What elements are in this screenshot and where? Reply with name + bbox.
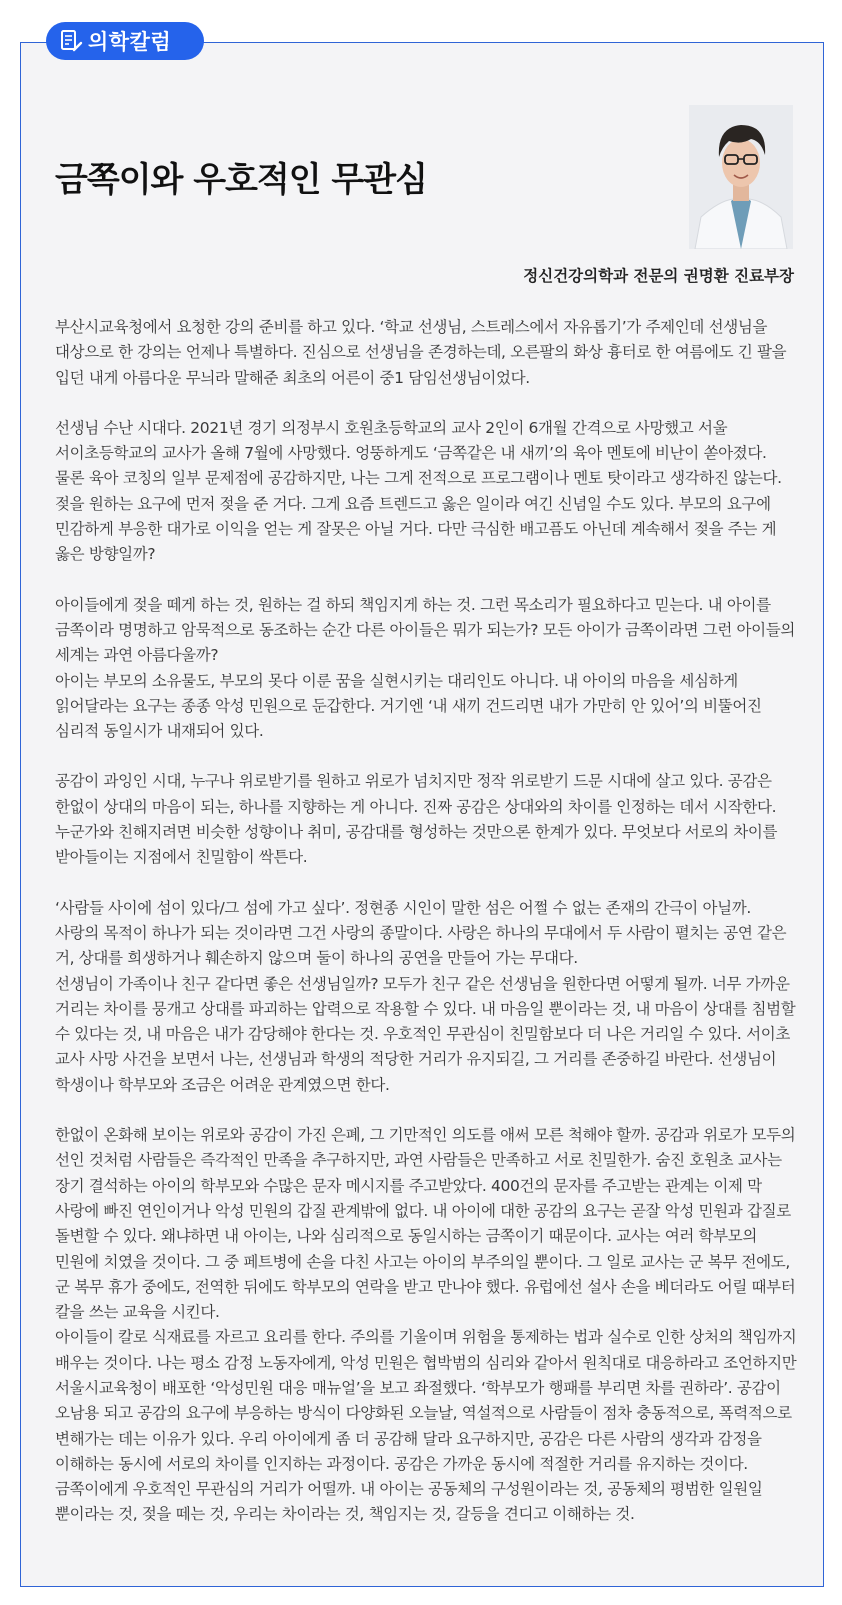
- author-byline: 정신건강의학과 전문의 권명환 진료부장: [523, 267, 794, 285]
- paragraph: 선생님 수난 시대다. 2021년 경기 의정부시 호원초등학교의 교사 2인이 6개월 간격으로 사망했고 서울 서이초등학교의 교사가 올해 7월에 사망했다. 엉뚱하게도 ‘금쪽같은 내 새끼’의 육아 멘토에 비난이 쏟아졌다. 물론 육아 코칭의 일부 문제점에 공감하지만, 나는 그게 전적으로 프로그램이나 멘토 탓이라고 생각하진 않는다. 젖을 원하는 요구에 먼저 젖을 준 거다. 그게 요즘 트렌드고 옳은 일이라 여긴 신념일 수도 있다. 부모의 요구에 민감하게 부응한 대가로 이익을 얻는 게 잘못은 아닐 거다. 다만 극심한 배고픔도 아닌데 계속해서 젖을 주는 게 옳은 방향일까?: [55, 418, 782, 564]
- article-body: [55, 315, 797, 1528]
- paragraph: 아이는 부모의 소유물도, 부모의 못다 이룬 꿈을 실현시키는 대리인도 아니다. 내 아이의 마음을 세심하게 읽어달라는 요구는 종종 악성 민원으로 둔갑한다. 거기엔 ‘내 새끼 건드리면 내가 가만히 안 있어’의 비뚤어진 심리적 동일시가 내재되어 있다.: [55, 671, 762, 741]
- category-tag: [46, 22, 204, 60]
- paragraph: 아이들에게 젖을 떼게 하는 것, 원하는 걸 하되 책임지게 하는 것. 그런 목소리가 필요하다고 믿는다. 내 아이를 금쪽이라 명명하고 암묵적으로 동조하는 순간 다른 아이들은 뭐가 되는가? 모든 아이가 금쪽이라면 그런 아이들의 세계는 과연 아름다울까?: [55, 595, 796, 665]
- page-title: 금쪽이와 우호적인 무관심: [55, 160, 427, 200]
- document-pen-icon: [58, 28, 84, 54]
- category-label: 의학칼럼: [88, 30, 172, 54]
- author-photo: [689, 105, 793, 249]
- paragraph: ‘사람들 사이에 섬이 있다/그 섬에 가고 싶다’. 정현종 시인이 말한 섬은 어쩔 수 없는 존재의 간극이 아닐까. 사랑의 목적이 하나가 되는 것이라면 그건 사랑의 종말이다. 사랑은 하나의 무대에서 두 사람이 펼치는 공연 같은 거, 상대를 희생하거나 훼손하지 않으며 둘이 하나의 공연을 만들어 가는 무대다.: [55, 898, 787, 968]
- paragraph: 공감이 과잉인 시대, 누구나 위로받기를 원하고 위로가 넘치지만 정작 위로받기 드문 시대에 살고 있다. 공감은 한없이 상대의 마음이 되는, 하나를 지향하는 게 아니다. 진짜 공감은 상대와의 차이를 인정하는 데서 시작한다. 누군가와 친해지려면 비슷한 성향이나 취미, 공감대를 형성하는 것만으론 한계가 있다. 무엇보다 서로의 차이를 받아들이는 지점에서 친밀함이 싹튼다.: [55, 772, 778, 867]
- paragraph: 한없이 온화해 보이는 위로와 공감이 가진 은폐, 그 기만적인 의도를 애써 모른 척해야 할까. 공감과 위로가 모두의 선인 것처럼 사람들은 즉각적인 만족을 추구하지만, 과연 사람들은 만족하고 서로 친밀한가. 숨진 호원초 교사는 장기 결석하는 아이의 학부모와 수많은 문자 메시지를 주고받았다. 400건의 문자를 주고받는 관계는 이제 막 사랑에 빠진 연인이거나 악성 민원의 갑질 관계밖에 없다. 내 아이에 대한 공감의 요구는 곧잘 악성 민원과 갑질로 돌변할 수 있다. 왜냐하면 내 아이는, 나와 심리적으로 동일시하는 금쪽이기 때문이다. 교사는 여러 학부모의 민원에 치였을 것이다. 그 중 페트병에 손을 다친 사고는 아이의 부주의일 뿐이다. 그 일로 교사는 군 복무 전에도, 군 복무 휴가 중에도, 전역한 뒤에도 학부모의 연락을 받고 만나야 했다. 유럽에선 설사 손을 베더라도 어릴 때부터 칼을 쓰는 교육을 시킨다.: [55, 1126, 796, 1322]
- paragraph: 부산시교육청에서 요청한 강의 준비를 하고 있다. ‘학교 선생님, 스트레스에서 자유롭기’가 주제인데 선생님을 대상으로 한 강의는 언제나 특별하다. 진심으로 선생님을 존경하는데, 오른팔의 화상 흉터로 한 여름에도 긴 팔을 입던 내게 아름다운 무늬라 말해준 최초의 어른이 중1 담임선생님이었다.: [55, 318, 787, 387]
- paragraph: 아이들이 칼로 식재료를 자르고 요리를 한다. 주의를 기울이며 위험을 통제하는 법과 실수로 인한 상처의 책임까지 배우는 것이다. 나는 평소 감정 노동자에게, 악성 민원은 협박범의 심리와 같아서 원칙대로 대응하라고 조언하지만 서울시교육청이 배포한 ‘악성민원 대응 매뉴얼’을 보고 좌절했다. ‘학부모가 행패를 부리면 차를 권하라’. 공감이 오남용 되고 공감의 요구에 부응하는 방식이 다양화된 오늘날, 역설적으로 사람들이 점차 충동적으로, 폭력적으로 변해가는 데는 이유가 있다. 우리 아이에게 좀 더 공감해 달라 요구하지만, 공감은 다른 사람의 생각과 감정을 이해하는 동시에 서로의 차이를 인지하는 과정이다. 공감은 가까운 동시에 적절한 거리를 유지하는 것이다. 금쪽이에게 우호적인 무관심의 거리가 어떨까. 내 아이는 공동체의 구성원이라는 것, 공동체의 평범한 일원일 뿐이라는 것, 젖을 떼는 것, 우리는 차이라는 것, 책임지는 것, 갈등을 견디고 이해하는 것.: [55, 1328, 797, 1524]
- paragraph: 선생님이 가족이나 친구 같다면 좋은 선생님일까? 모두가 친구 같은 선생님을 원한다면 어떻게 될까. 너무 가까운 거리는 차이를 뭉개고 상대를 파괴하는 압력으로 작용할 수 있다. 내 마음일 뿐이라는 것, 내 마음이 상대를 침범할 수 있다는 것, 내 마음은 내가 감당해야 한다는 것. 우호적인 무관심이 친밀함보다 더 나은 거리일 수 있다. 서이초 교사 사망 사건을 보면서 나는, 선생님과 학생의 적당한 거리가 유지되길, 그 거리를 존중하길 바란다. 선생님이 학생이나 학부모와 조금은 어려운 관계였으면 한다.: [55, 974, 796, 1094]
